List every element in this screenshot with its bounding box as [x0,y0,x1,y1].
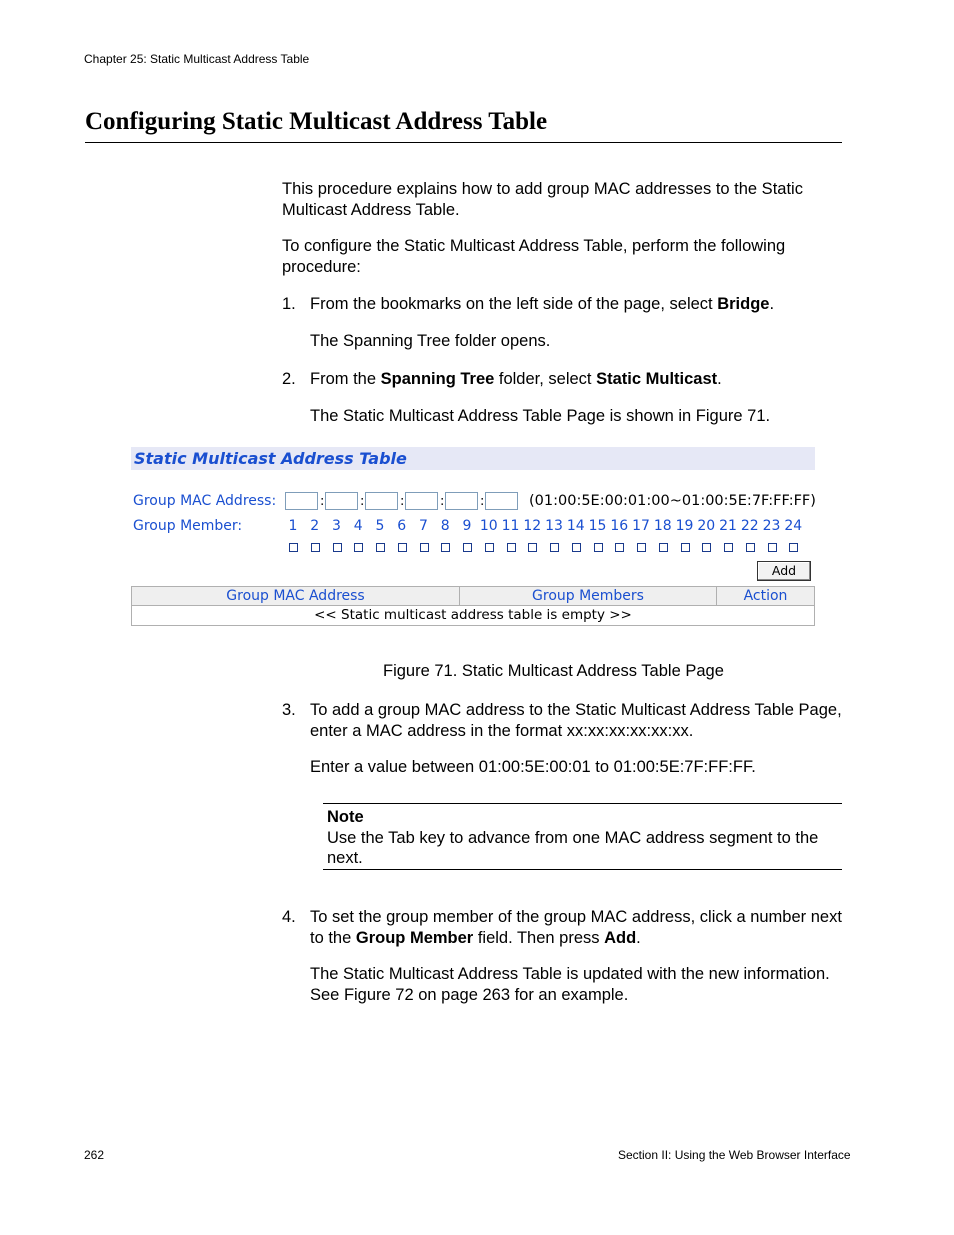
port-checkbox-23[interactable] [768,543,777,552]
port-checkbox-2[interactable] [311,543,320,552]
port-number-16[interactable]: 16 [610,518,629,534]
mac-octet-6-input[interactable] [485,492,518,510]
mac-separator: : [400,494,405,509]
port-checkbox-11[interactable] [507,543,516,552]
port-number-24[interactable]: 24 [784,518,803,534]
port-number-11[interactable]: 11 [501,518,520,534]
note-box [323,803,842,870]
mac-octet-3-input[interactable] [365,492,398,510]
port-number-15[interactable]: 15 [588,518,607,534]
port-number-3[interactable]: 3 [332,518,341,534]
port-checkbox-12[interactable] [528,543,537,552]
port-checkbox-20[interactable] [702,543,711,552]
port-checkbox-21[interactable] [724,543,733,552]
port-checkbox-18[interactable] [659,543,668,552]
mac-separator: : [440,494,445,509]
port-checkbox-13[interactable] [550,543,559,552]
port-number-1[interactable]: 1 [288,518,298,534]
port-checkbox-6[interactable] [398,543,407,552]
mac-separator: : [320,494,325,509]
port-number-7[interactable]: 7 [419,518,428,534]
step-1 [282,294,842,316]
mac-separator: : [360,494,365,509]
step-number: 4. [282,908,296,926]
port-checkbox-4[interactable] [354,543,363,552]
port-checkbox-15[interactable] [594,543,603,552]
note-text: Use the Tab key to advance from one MAC address segment to the next. [327,828,819,867]
mac-octet-5-input[interactable] [445,492,478,510]
step-text: From the bookmarks on the left side of the page, select Bridge. [310,295,775,313]
step-number: 2. [282,370,296,388]
group-mac-label: Group MAC Address: [133,493,277,509]
note-heading: Note [327,808,364,826]
port-checkbox-1[interactable] [289,543,298,552]
step-text: To set the group member of the group MAC address, click a number next to the Group Member field. Then press Add. [310,908,842,947]
port-checkbox-8[interactable] [441,543,450,552]
port-checkbox-16[interactable] [615,543,624,552]
figure-panel-title: Static Multicast Address Table [131,447,815,470]
port-number-22[interactable]: 22 [740,518,759,534]
port-checkbox-14[interactable] [572,543,581,552]
column-header-action: Action [717,587,814,606]
port-checkbox-19[interactable] [681,543,690,552]
port-number-17[interactable]: 17 [632,518,650,534]
column-header-group-mac: Group MAC Address [132,587,460,606]
step-1-result: The Spanning Tree folder opens. [310,332,551,350]
mac-range-hint: (01:00:5E:00:01:00~01:00:5E:7F:FF:FF) [529,493,816,509]
port-number-8[interactable]: 8 [440,518,450,534]
port-checkbox-24[interactable] [789,543,798,552]
port-number-20[interactable]: 20 [697,518,716,534]
port-number-13[interactable]: 13 [545,518,563,534]
port-checkbox-22[interactable] [746,543,755,552]
port-number-9[interactable]: 9 [462,518,472,534]
port-number-2[interactable]: 2 [310,518,320,534]
step-2 [282,369,842,391]
port-number-10[interactable]: 10 [479,518,498,534]
mac-octet-1-input[interactable] [285,492,318,510]
running-head: Chapter 25: Static Multicast Address Table [84,52,310,66]
step-3-result: Enter a value between 01:00:5E:00:01 to 01:00:5E:7F:FF:FF. [310,758,756,776]
step-text: To add a group MAC address to the Static Multicast Address Table Page, enter a MAC address in the format xx:xx:xx:xx:xx:xx. [310,701,842,740]
port-checkbox-3[interactable] [333,543,342,552]
port-number-12[interactable]: 12 [523,518,542,534]
page-title: Configuring Static Multicast Address Table [85,106,842,143]
mac-separator: : [480,494,485,509]
page-number: 262 [84,1148,105,1162]
intro-paragraph-2: To configure the Static Multicast Address Table, perform the following procedure: [282,237,786,276]
step-4 [282,907,842,951]
port-checkbox-9[interactable] [463,543,472,552]
port-checkbox-5[interactable] [376,543,385,552]
step-number: 3. [282,701,296,719]
multicast-table [131,586,815,626]
port-checkbox-10[interactable] [485,543,494,552]
intro-paragraph-1: This procedure explains how to add group MAC addresses to the Static Multicast Address Table. [282,180,803,219]
port-checkbox-7[interactable] [420,543,429,552]
figure-caption: Figure 71. Static Multicast Address Table Page [383,662,724,680]
footer-section: Section II: Using the Web Browser Interface [618,1148,851,1162]
step-2-result: The Static Multicast Address Table Page is shown in Figure 71. [310,407,771,425]
port-number-6[interactable]: 6 [397,518,407,534]
mac-octet-4-input[interactable] [405,492,438,510]
step-3 [282,700,842,744]
port-number-18[interactable]: 18 [653,518,672,534]
port-number-14[interactable]: 14 [566,518,585,534]
port-number-19[interactable]: 19 [675,518,694,534]
column-header-group-members: Group Members [460,587,717,606]
port-number-21[interactable]: 21 [719,518,737,534]
group-member-label: Group Member: [133,518,243,534]
step-number: 1. [282,295,296,313]
port-checkbox-17[interactable] [637,543,646,552]
mac-octet-2-input[interactable] [325,492,358,510]
step-text: From the Spanning Tree folder, select Static Multicast. [310,370,722,388]
add-button[interactable]: Add [757,561,811,581]
port-number-4[interactable]: 4 [353,518,363,534]
port-number-5[interactable]: 5 [375,518,385,534]
empty-table-message: << Static multicast address table is empty >> [314,607,632,623]
step-4-result: The Static Multicast Address Table is updated with the new information. See Figure 72 on page 263 for an example. [310,965,830,1004]
port-number-23[interactable]: 23 [762,518,781,534]
